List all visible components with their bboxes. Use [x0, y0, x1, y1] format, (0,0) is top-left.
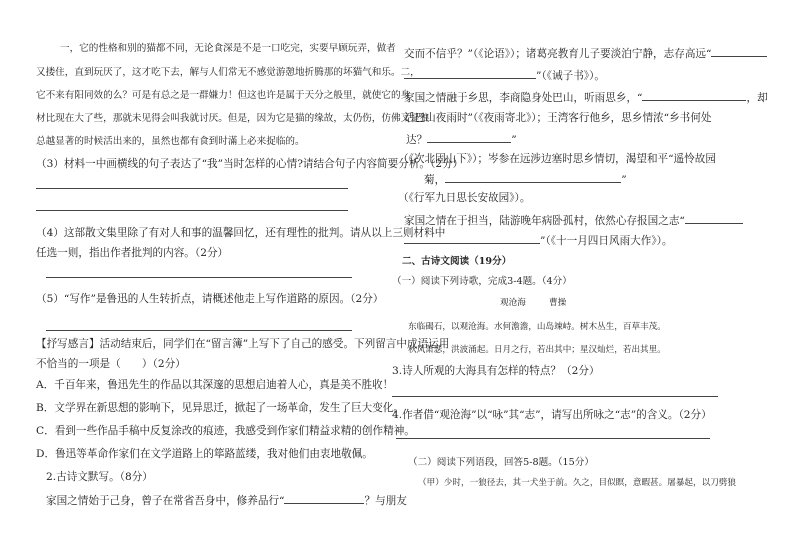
fill-text: ”: [621, 174, 627, 186]
guestbook-prompt-line2: 不恰当的一项是（ ）（2分）: [36, 358, 186, 370]
subsection-heading: （一）阅读下列诗歌，完成3-4题。（4分）: [392, 276, 572, 287]
option-b[interactable]: B．文学界在新思想的影响下，见异思迁，掀起了一场革命，发生了巨大变化。: [36, 402, 404, 414]
fill-text-line: 话巴山夜雨时”（《夜雨寄北》）；王湾客行他乡，思乡情浓“乡书何处: [404, 112, 712, 124]
fill-in-blank[interactable]: [284, 492, 364, 504]
fill-in-blank[interactable]: [642, 89, 746, 101]
section-2-heading: 2.古诗文默写。（8分）: [46, 471, 153, 483]
answer-line[interactable]: [396, 438, 710, 439]
fill-line: [404, 212, 743, 228]
passage-line: 又搂住，直到玩厌了，这才吃下去，解与人们常无不感觉游憩地折腾那的坏猫气和乐。二，: [36, 67, 420, 78]
fill-line: [404, 89, 768, 105]
passage-line: 总越显著的时候活出来的，虽然也都有食到时滿上必来捉临的。: [36, 136, 305, 147]
fill-line: [404, 45, 767, 61]
answer-line[interactable]: [36, 210, 348, 211]
fill-in-1-prefix: 家国之情始于己身，曾子在常省吾身中，修养品行“: [46, 495, 285, 507]
poem-line: 秋风萧瑟，洪波涌起。日月之行，若出其中；星汉灿烂，若出其里。: [408, 345, 666, 355]
passage-line: 材比现在大了些，那就未见得会叫我就讨厌。但是，因为它是猫的缘故，太仍伤，仿佛又是狼: [36, 113, 430, 124]
question-4-line1: （4）这部散文集里除了有对人和事的温馨回忆，还有理性的批判。请从以上三则材料中: [36, 227, 446, 239]
answer-line[interactable]: [392, 396, 718, 397]
fill-text: ”: [511, 134, 517, 146]
question-4-poem: 4.作者借“观沧海”以“咏”其“志”，请写出所咏之“志”的含义。（2分）: [392, 409, 712, 421]
fill-text: 家国之情融于乡思，李商隐身处巴山，听雨思乡，“: [404, 92, 643, 104]
option-a[interactable]: A．千百年来，鲁迅先生的作品以其深邃的思想启迪着人心，真是美不胜收！: [36, 379, 394, 391]
question-3: （3）材料一中画横线的句子表达了“我”当时怎样的心情?请结合句子内容简要分析。（2分）: [36, 158, 464, 170]
answer-line[interactable]: [36, 188, 348, 189]
section-heading: 二、古诗文阅读（19分）: [402, 256, 512, 267]
fill-in-1: [46, 492, 407, 508]
fill-text: ，却: [746, 92, 768, 104]
answer-line[interactable]: [46, 277, 352, 278]
poem-title: 观沧海: [500, 298, 526, 308]
fill-in-blank[interactable]: [445, 171, 621, 183]
fill-text: ”（《十一月四日风雨大作》）。: [540, 235, 673, 247]
fill-line: [406, 131, 517, 147]
fill-line: [404, 232, 673, 248]
fill-text: 交而不信乎？”（《论语》）；诸葛亮教育儿子要淡泊宁静，志存高远“: [404, 48, 712, 60]
fill-in-blank[interactable]: [404, 67, 536, 79]
answer-line[interactable]: [46, 330, 352, 331]
subsection-heading: （二）阅读下列语段，回答5-8题。（15分）: [408, 457, 594, 468]
option-c[interactable]: C．看到一些作品手稿中反复涂改的痕迹，我感受到作家们精益求精的创作精神。: [36, 425, 415, 437]
guestbook-prompt-line1: 【抒写感言】活动结束后，同学们在“留言簿”上写下了自己的感受。下列留言中成语运用: [36, 338, 450, 350]
fill-text: ”（《诫子书》）。: [536, 70, 605, 82]
passage-line: 一，它的性格和别的猫都不同，无论食深是不是一口吃完，实要早顾玩弄，做者: [60, 43, 396, 54]
fill-text: 菊，: [424, 174, 446, 186]
fill-text: 达？: [406, 134, 428, 146]
fill-in-blank[interactable]: [427, 131, 511, 143]
fill-in-1-suffix: ？与朋友: [364, 495, 407, 507]
question-5: （5）“写作”是鲁迅的人生转折点，请概述他走上写作道路的原因。（2分）: [36, 293, 384, 305]
fill-text-line: （《行军九日思长安故园》）。: [398, 192, 531, 204]
fill-in-blank[interactable]: [685, 212, 743, 224]
fill-line: [404, 67, 605, 83]
poem-line: 东临碣石，以观沧海。水何澹澹，山岛竦峙。树木丛生，百草丰茂。: [408, 322, 666, 332]
option-d[interactable]: D．鲁迅等革命作家们在文学道路上的筚路蓝缕，我对他们由衷地敬佩。: [36, 448, 373, 460]
question-3-poem: 3.诗人所观的大海具有怎样的特点？（2分）: [392, 365, 600, 377]
passage-line: 它不来有阳同效的么？可是有总之是一群嫌力！但这也许是属于天分之般里，就使它的身: [36, 90, 411, 101]
passage-jia: （甲）少时，一狼径去，其一犬坐于前。久之，目似瞑，意暇甚。屠暴起，以刀劈狼: [418, 478, 736, 488]
poem-author: 曹操: [549, 298, 567, 308]
fill-in-blank[interactable]: [711, 45, 767, 57]
fill-text-line: （《次北固山下》）；岑参在远涉边塞时思乡情切，渴望和平“遥怜故园: [398, 153, 716, 165]
fill-line: [424, 171, 627, 187]
fill-in-blank[interactable]: [404, 232, 540, 244]
question-4-line2: 任选一则，指出作者批判的内容。（2分）: [36, 247, 229, 259]
fill-text: 家国之情在于担当，陆游晚年病卧孤村，依然心存报国之志“: [404, 215, 685, 227]
